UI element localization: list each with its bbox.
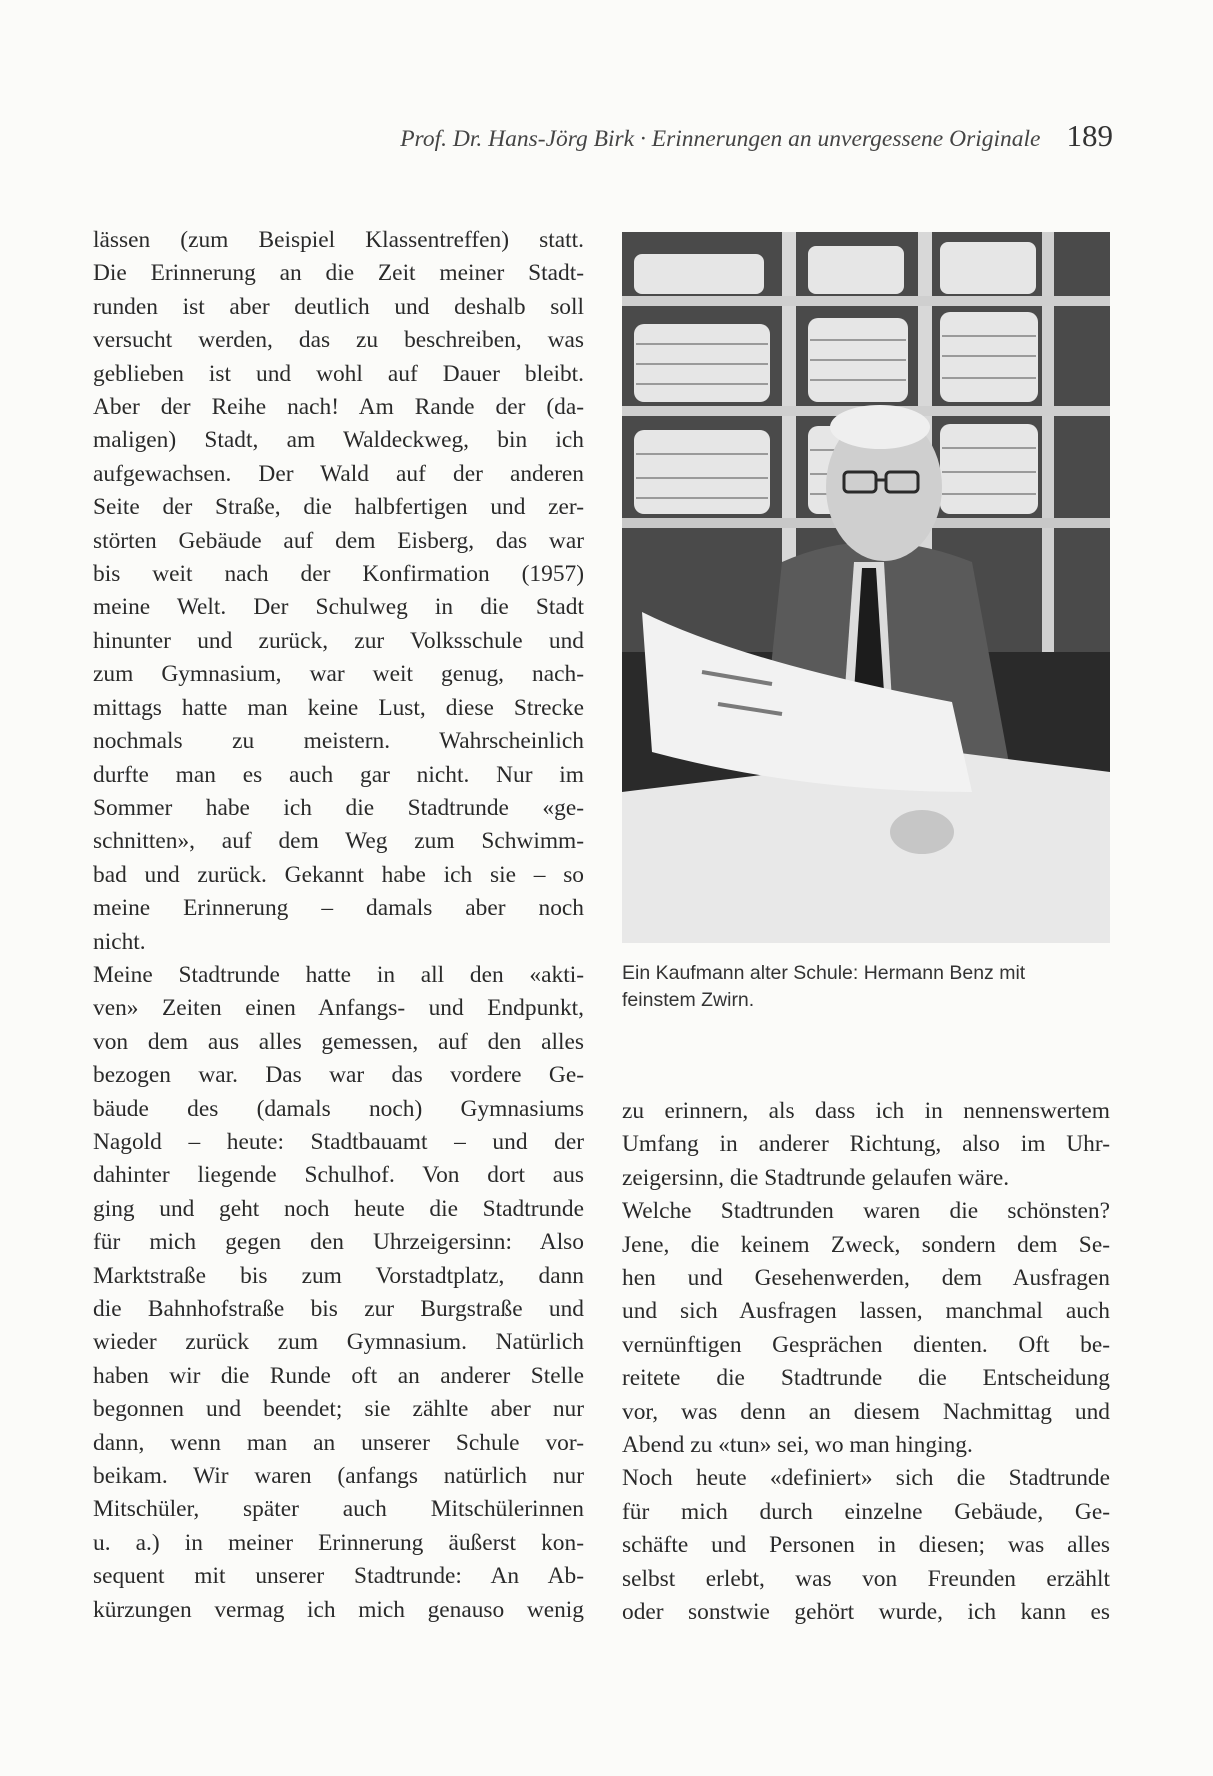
- text-line: störten Gebäude auf dem Eisberg, das war: [93, 527, 584, 554]
- text-line: durfte man es auch gar nicht. Nur im: [93, 761, 584, 788]
- text-line: bäude des (damals noch) Gymnasiums: [93, 1095, 584, 1122]
- text-line: runden ist aber deutlich und deshalb soll: [93, 293, 584, 320]
- text-line: begonnen und beendet; sie zählte aber nur: [93, 1396, 584, 1423]
- text-line: Nagold – heute: Stadtbauamt – und der: [93, 1128, 584, 1155]
- text-line: bad und zurück. Gekannt habe ich sie – so: [93, 861, 584, 888]
- text-line: schäfte und Personen in diesen; was alles: [622, 1532, 1110, 1559]
- text-line: Meine Stadtrunde hatte in all den «akti-: [93, 961, 584, 988]
- text-line: bezogen war. Das war das vordere Ge-: [93, 1062, 584, 1089]
- text-line: dahinter liegende Schulhof. Von dort aus: [93, 1162, 584, 1189]
- text-line: Seite der Straße, die halbfertigen und zer-: [93, 494, 584, 521]
- text-line: und sich Ausfragen lassen, manchmal auch: [622, 1298, 1110, 1325]
- left-column-text: [93, 224, 584, 1627]
- text-line: versucht werden, das zu beschreiben, was: [93, 327, 584, 354]
- text-line: Jene, die keinem Zweck, sondern dem Se-: [622, 1231, 1110, 1258]
- text-line: schnitten», auf dem Weg zum Schwimm-: [93, 828, 584, 855]
- text-line: Mitschüler, später auch Mitschülerinnen: [93, 1496, 584, 1523]
- text-line: Marktstraße bis zum Vorstadtplatz, dann: [93, 1262, 584, 1289]
- text-line: zeigersinn, die Stadtrunde gelaufen wäre.: [622, 1164, 1010, 1191]
- text-line: die Bahnhofstraße bis zur Burgstraße und: [93, 1296, 584, 1322]
- text-line: Umfang in anderer Richtung, also im Uhr-: [622, 1131, 1110, 1158]
- text-line: zum Gymnasium, war weit genug, nach-: [93, 661, 584, 688]
- text-line: hinunter und zurück, zur Volksschule und: [93, 627, 584, 654]
- text-line: reitete die Stadtrunde die Entscheidung: [622, 1365, 1110, 1392]
- text-line: Noch heute «definiert» sich die Stadtrunde: [622, 1465, 1110, 1492]
- text-line: zu erinnern, als dass ich in nennenswertem: [622, 1098, 1110, 1124]
- text-line: geblieben ist und wohl auf Dauer bleibt.: [93, 360, 584, 387]
- text-line: maligen) Stadt, am Waldeckweg, bin ich: [93, 427, 584, 454]
- caption-line: Ein Kaufmann alter Schule: Hermann Benz mit: [622, 962, 1026, 984]
- text-line: meine Welt. Der Schulweg in die Stadt: [93, 594, 584, 621]
- text-line: u. a.) in meiner Erinnerung äußerst kon-: [93, 1529, 584, 1556]
- text-line: nochmals zu meistern. Wahrscheinlich: [93, 728, 584, 755]
- text-line: dann, wenn man an unserer Schule vor-: [93, 1429, 584, 1456]
- text-line: vernünftigen Gesprächen dienten. Oft be-: [622, 1331, 1110, 1358]
- caption-line: feinstem Zwirn.: [622, 989, 755, 1011]
- running-title: Prof. Dr. Hans-Jörg Birk · Erinnerungen an unvergessene Originale: [400, 126, 1041, 152]
- text-line: aufgewachsen. Der Wald auf der anderen: [93, 460, 584, 487]
- text-line: sequent mit unserer Stadtrunde: An Ab-: [93, 1563, 584, 1590]
- text-line: lässen (zum Beispiel Klassentreffen) statt.: [93, 227, 584, 253]
- text-line: oder sonstwie gehört wurde, ich kann es: [622, 1599, 1110, 1626]
- text-line: Die Erinnerung an die Zeit meiner Stadt-: [93, 260, 584, 287]
- text-line: nicht.: [93, 928, 146, 955]
- text-line: mittags hatte man keine Lust, diese Strecke: [93, 694, 584, 721]
- text-line: für mich durch einzelne Gebäude, Ge-: [622, 1498, 1110, 1525]
- portrait-photo: [622, 232, 1110, 943]
- text-line: bis weit nach der Konfirmation (1957): [93, 561, 584, 588]
- text-line: selbst erlebt, was von Freunden erzählt: [622, 1565, 1110, 1592]
- text-line: Abend zu «tun» sei, wo man hinging.: [622, 1432, 973, 1459]
- text-line: Welche Stadtrunden waren die schönsten?: [622, 1198, 1110, 1225]
- photo-illustration: [622, 232, 1110, 943]
- page-number: 189: [1066, 118, 1113, 153]
- text-line: vor, was denn an diesem Nachmittag und: [622, 1398, 1110, 1425]
- text-line: hen und Gesehenwerden, dem Ausfragen: [622, 1265, 1110, 1292]
- text-line: ging und geht noch heute die Stadtrunde: [93, 1195, 584, 1222]
- text-line: Aber der Reihe nach! Am Rande der (da-: [93, 394, 584, 421]
- text-line: für mich gegen den Uhrzeigersinn: Also: [93, 1229, 584, 1256]
- figure-caption: [622, 960, 1112, 1014]
- text-line: kürzungen vermag ich mich genauso wenig: [93, 1596, 584, 1623]
- right-column-text: [622, 1095, 1110, 1630]
- text-line: beikam. Wir waren (anfangs natürlich nur: [93, 1463, 584, 1490]
- text-line: wieder zurück zum Gymnasium. Natürlich: [93, 1329, 584, 1356]
- text-line: Sommer habe ich die Stadtrunde «ge-: [93, 794, 584, 821]
- text-line: haben wir die Runde oft an anderer Stelle: [93, 1362, 584, 1389]
- text-line: ven» Zeiten einen Anfangs- und Endpunkt,: [93, 995, 584, 1022]
- text-line: meine Erinnerung – damals aber noch: [93, 895, 584, 922]
- text-line: von dem aus alles gemessen, auf den alles: [93, 1028, 584, 1055]
- running-head: [240, 118, 1113, 154]
